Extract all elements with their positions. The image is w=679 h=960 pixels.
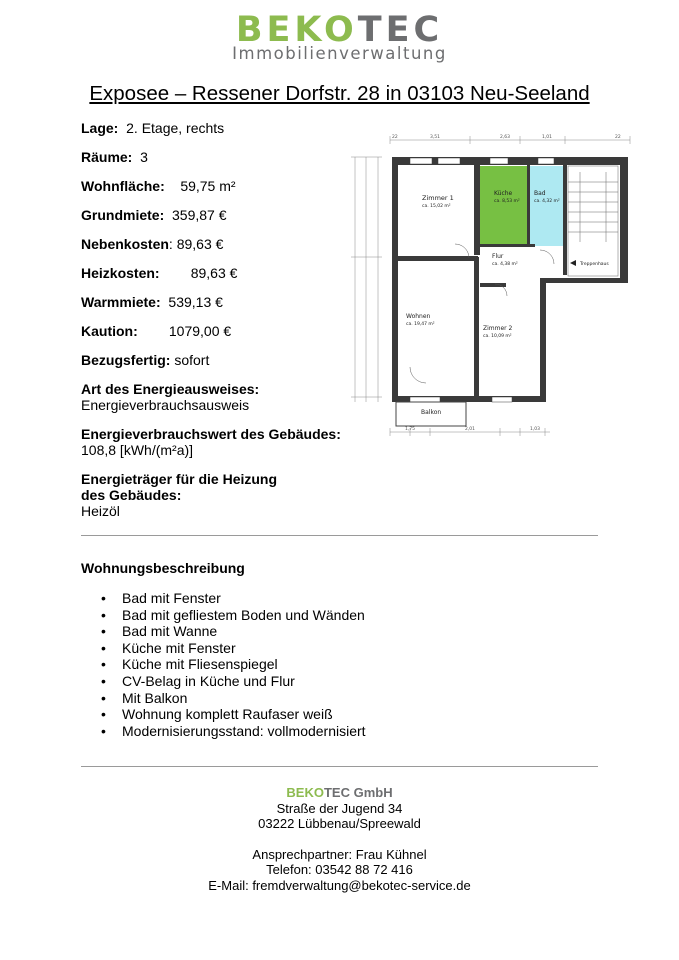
stairwell — [568, 166, 618, 276]
room-name: Zimmer 1 — [422, 194, 454, 202]
room-area: ca. 19,47 m² — [406, 322, 435, 327]
energy-carrier: Energieträger für die Heizung des Gebäudes: Heizöl — [81, 471, 278, 519]
property-facts — [81, 119, 351, 519]
list-item: • Mit Balkon — [101, 690, 366, 707]
svg-text:2,01: 2,01 — [465, 427, 476, 432]
kitchen-fill — [480, 166, 527, 246]
footer-street: Straße der Jugend 34 — [276, 800, 403, 816]
room-name: Bad — [534, 190, 546, 197]
fact-warmmiete: Warmmiete: 539,13 € — [81, 294, 223, 310]
divider — [81, 766, 598, 767]
fact-nebenkosten: Nebenkosten: 89,63 € — [81, 236, 224, 252]
footer-city: 03222 Lübbenau/Spreewald — [258, 816, 421, 831]
room-area: ca. 15,02 m² — [422, 204, 451, 209]
room-name: Zimmer 2 — [483, 325, 513, 332]
footer-email: E-Mail: fremdverwaltung@bekotec-service.de — [208, 877, 471, 893]
room-area: ca. 4,32 m² — [534, 199, 560, 204]
list-item: • Modernisierungsstand: vollmodernisiert — [101, 723, 366, 740]
svg-text:22: 22 — [615, 135, 621, 140]
footer-company: BEKOTEC GmbH — [286, 785, 393, 800]
svg-text:3,51: 3,51 — [430, 135, 441, 140]
stair-arrow-icon — [570, 260, 576, 266]
room-area: ca. 10,09 m² — [483, 334, 512, 339]
logo-subtitle: Immobilienverwaltung — [232, 44, 447, 63]
description-heading: Wohnungsbeschreibung — [81, 560, 245, 576]
fact-kaution: Kaution: 1079,00 € — [81, 323, 232, 339]
svg-text:1,03: 1,03 — [530, 427, 541, 432]
energy-value: Energieverbrauchswert des Gebäudes: 108,8 [kWh/(m²a)] — [81, 426, 341, 458]
page-title: Exposee – Ressener Dorfstr. 28 in 03103 Neu-Seeland — [89, 82, 590, 105]
door-arcs — [410, 244, 554, 383]
list-item: • CV-Belag in Küche und Flur — [101, 673, 366, 690]
divider — [81, 535, 598, 536]
room-area: ca. 8,53 m² — [494, 199, 520, 204]
list-item: • Bad mit Fenster — [101, 590, 366, 607]
room-area: ca. 4,38 m² — [492, 262, 518, 267]
footer-contact: Ansprechpartner: Frau Kühnel — [252, 846, 427, 862]
list-item: • Küche mit Fenster — [101, 640, 366, 657]
logo-wordmark: BEKOTEC — [235, 10, 444, 50]
fact-bezugsfertig: Bezugsfertig: sofort — [81, 352, 210, 368]
bath-fill — [530, 166, 563, 246]
svg-text:1,01: 1,01 — [542, 135, 553, 140]
list-item: • Bad mit Wanne — [101, 623, 366, 640]
footer — [0, 785, 679, 893]
floor-plan — [350, 132, 640, 452]
svg-text:22: 22 — [392, 135, 398, 140]
fact-raeume: Räume: 3 — [81, 149, 148, 165]
footer-phone: Telefon: 03542 88 72 416 — [266, 862, 413, 877]
company-logo — [0, 10, 679, 62]
list-item: • Wohnung komplett Raufaser weiß — [101, 706, 366, 723]
fact-lage: Lage: 2. Etage, rechts — [81, 120, 225, 136]
description-list — [101, 590, 366, 739]
fact-heizkosten: Heizkosten: 89,63 € — [81, 265, 238, 281]
fact-grundmiete: Grundmiete: 359,87 € — [81, 207, 227, 223]
room-name: Wohnen — [406, 313, 431, 320]
fact-wohnflaeche: Wohnfläche: 59,75 m² — [81, 178, 236, 194]
svg-text:1,75: 1,75 — [405, 427, 416, 432]
room-name: Balkon — [421, 409, 442, 416]
room-name: Flur — [492, 253, 504, 260]
room-name: Küche — [494, 190, 513, 197]
list-item: • Bad mit gefliestem Boden und Wänden — [101, 607, 366, 624]
stair-label: Treppenhaus — [580, 262, 609, 267]
energy-type: Art des Energieausweises: Energieverbrauchsausweis — [81, 381, 260, 413]
svg-text:2,63: 2,63 — [500, 135, 511, 140]
list-item: • Küche mit Fliesenspiegel — [101, 656, 366, 673]
